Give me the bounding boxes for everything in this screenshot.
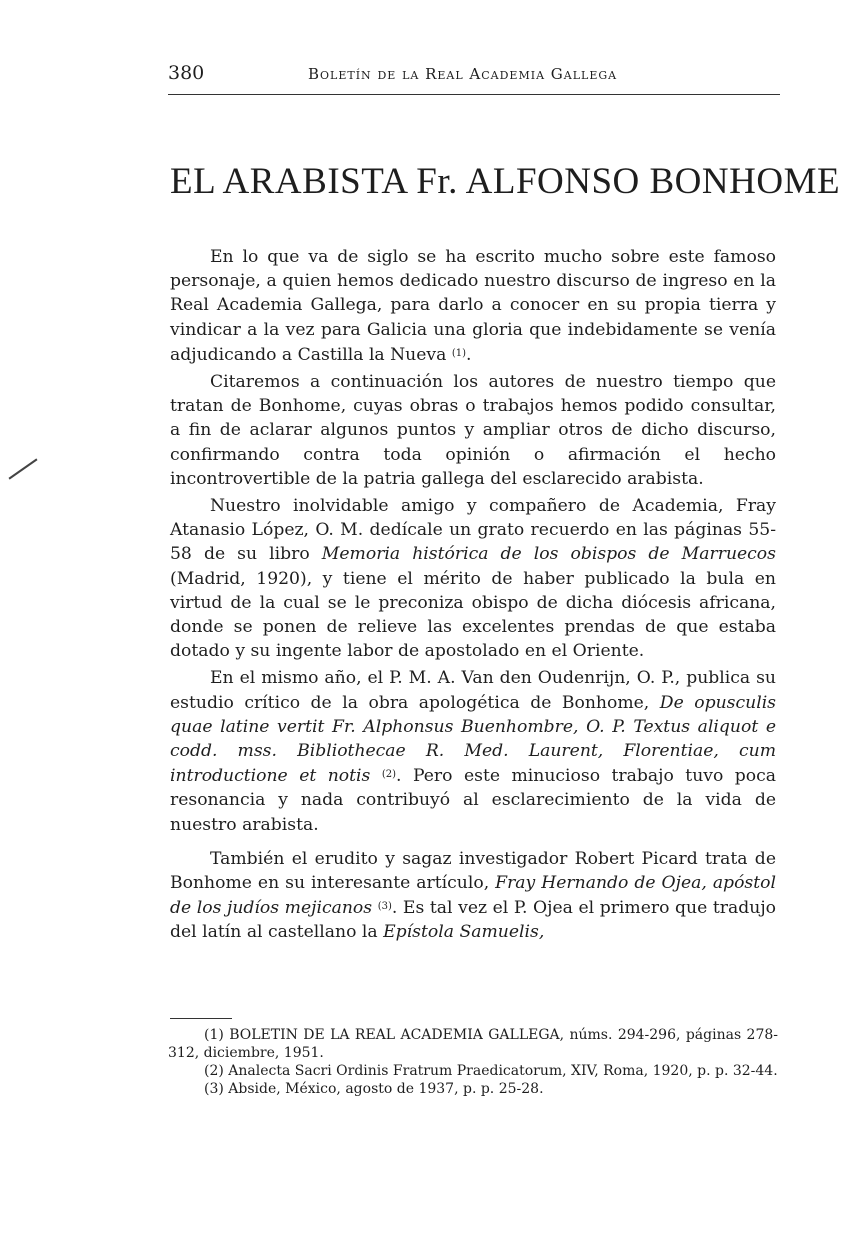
paragraph-5-text-b: . Es tal vez el P. Ojea el primero que tradujo del latín al castellano la — [170, 898, 777, 943]
margin-pencil-mark — [9, 458, 38, 479]
article-title: EL ARABISTA Fr. ALFONSO BONHOME — [170, 161, 841, 202]
paragraph-2-text: Citaremos a continuación los autores de nuestro tiempo que tratan de Bonhome, cuyas obras o trabajos hemos podido consultar, a fin de aclarar algunos puntos y ampliar otros de dicho discurso, confirmando contra toda opinión o afirmación el hecho incontrovertible de la patria gallega del esclarecido arabista. — [170, 372, 776, 489]
running-head — [168, 62, 780, 98]
footnote-ref-3: (3) — [377, 901, 392, 913]
paragraph-5-text-a: También el erudito y sagaz investigador Robert Picard trata de Bonhome en su interesante artículo, — [170, 848, 776, 894]
header-rule — [168, 94, 780, 95]
paragraph-4-text-b: . Pero este minucioso trabajo tuvo poca resonancia y nada contribuyó al esclarecimiento de la vida de nuestro arabista. — [170, 766, 777, 835]
paragraph-3-text-a: Nuestro inolvidable amigo y compañero de Academia, Fray Atanasio López, O. M. dedícale un grato recuerdo en las páginas 55-58 de su libro — [170, 496, 776, 565]
book-title: Memoria histórica de los obispos de Marruecos — [321, 544, 776, 565]
paragraph-2 — [170, 370, 776, 491]
cited-article-title: Fray Hernando de Ojea, apóstol de los judíos mejicanos — [170, 873, 776, 919]
article-body — [170, 245, 776, 945]
paragraph-4-text-a: En el mismo año, el P. M. A. Van den Oudenrijn, O. P., publica su estudio crítico de la obra apologética de Bonhome, — [170, 668, 776, 713]
footnote-rule — [170, 1018, 232, 1019]
paragraph-1 — [170, 245, 776, 367]
footnote-3: (3) Abside, México, agosto de 1937, p. p. 25-28. — [204, 1081, 544, 1097]
paragraph-4 — [170, 666, 776, 836]
paragraph-1-text: En lo que va de siglo se ha escrito mucho sobre este famoso personaje, a quien hemos dedicado nuestro discurso de ingreso en la Real Academia Gallega, para darlo a conocer en su propia tierra y vindicar a la vez para Galicia una gloria que indebidamente se venía adjudicando a Castilla la Nueva — [170, 247, 776, 365]
paragraph-5 — [170, 847, 776, 945]
footnote-1: (1) BOLETIN DE LA REAL ACADEMIA GALLEGA, núms. 294-296, páginas 278-312, diciembre, 1951. — [168, 1027, 778, 1061]
footnote-2: (2) Analecta Sacri Ordinis Fratrum Praedicatorum, XIV, Roma, 1920, p. p. 32-44. — [204, 1063, 778, 1079]
paragraph-3-text-b: (Madrid, 1920), y tiene el mérito de haber publicado la bula en virtud de la cual se le preconiza obispo de dicha diócesis africana, donde se ponen de relieve las excelentes prendas de que estaba dotado y su ingente labor de apostolado en el Oriente. — [170, 568, 776, 662]
page-number: 380 — [168, 62, 205, 84]
footnote-ref-2: (2) — [381, 769, 397, 781]
paragraph-3 — [170, 494, 776, 663]
work-title: De opusculis quae latine vertit Fr. Alphonsus Buenhombre, O. P. Textus aliquot e codd. mss. Bibliothecae R. Med. Laurent, Florentiae, cum introductione et notis — [170, 692, 777, 787]
footnote-ref-1: (1) — [451, 347, 467, 359]
journal-title: Boletín de la Real Academia Gallega — [308, 65, 618, 83]
paragraph-1-end: . — [466, 344, 472, 365]
footnotes — [168, 1026, 778, 1098]
epistle-title: Epístola Samuelis, — [383, 922, 545, 943]
